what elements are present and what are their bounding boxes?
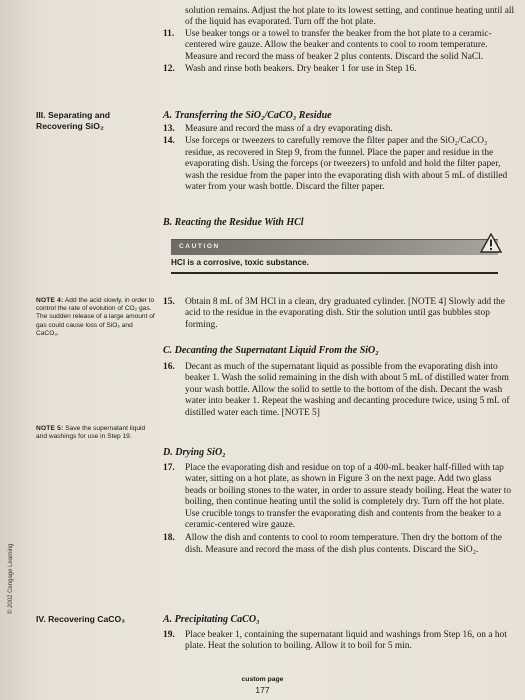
step-number: 17. [163,463,175,473]
caution-divider [171,272,498,274]
step-text: Allow the dish and contents to cool to room temperature. Then dry the bottom of the dish. Measure and record the mass of the dish plus contents. Discard the SiO₂. [185,533,502,555]
step-text: Decant as much of the supernatant liquid as possible from the evaporating dish into beaker 1. Wash the solid remaining in the dish with about 5 mL of distilled water from your wash bottle. Allow the solid to settle to the bottom of the dish. Decant the wash water into beaker 1. Repeat the washing and decanting procedure twice, using 5 mL of distilled water each time. [NOTE 5] [185,362,510,418]
step-12 [163,64,515,75]
subheading-a-precipitating: A. Precipitating CaCO₃ [163,614,260,625]
page-number: 177 [255,685,270,695]
note-text: Save the supernatant liquid and washings for use in Step 19. [36,425,146,441]
section-3-heading-line1: III. Separating and [36,110,111,120]
section-4-heading: IV. Recovering CaCO₃ [36,614,126,624]
step-text: Place the evaporating dish and residue on top of a 400-mL beaker half-filled with tap water, sitting on a hot plate, as shown in Figure 3 on the next page. Add two glass beads or boiling stones to the water, in order to assure steady boiling. Heat the water to boiling, then continue heating until the solid is completely dry. Turn off the hot plate. Use crucible tongs to transfer the evaporating dish and contents from the beaker to a ceramic-centered wire gauze. [185,463,512,531]
step-13 [163,124,515,135]
steps-continued [163,6,515,75]
steps-13-14 [163,124,515,193]
warning-triangle-icon [480,233,502,253]
step-14 [163,136,515,193]
footer-custom-page: custom page [241,676,284,683]
step-16 [163,362,515,419]
step-15-block [163,297,515,331]
step-number: 11. [163,28,175,39]
subheading-d-drying: D. Drying SiO₂ [163,447,226,458]
step-15 [163,297,515,331]
step-number: 12. [163,64,175,75]
step-19 [163,630,515,653]
step-number: 13. [163,124,175,134]
step-number: 19. [163,630,175,640]
section-3-heading-line2: Recovering SiO₂ [36,120,104,131]
step-19-block [163,630,515,653]
step-number: 18. [163,533,175,544]
step-text: Use beaker tongs or a towel to transfer the beaker from the hot plate to a ceramic-centered wire gauze. Allow the beaker and contents to cool to room temperature. Measure and record the mass of beaker 2 plus contents. Discard the solid NaCl. [185,28,492,62]
steps-17-18 [163,463,515,556]
step-11 [163,29,515,63]
step-10-continued: solution remains. Adjust the hot plate to its lowest setting, and continue heating until all of the liquid has evaporated. Turn off the hot plate. [185,6,515,28]
note-text: Add the acid slowly, in order to control the rate of evolution of CO₂ gas. The sudden release of a large amount of gas could cause loss of SiO₂ and CaCO₃. [36,297,155,337]
note-tag: NOTE 5: [36,425,64,432]
step-number: 16. [163,362,175,372]
note-5 [36,425,156,441]
note-tag: NOTE 4: [36,297,64,304]
step-text: Wash and rinse both beakers. Dry beaker 1 for use in Step 16. [185,64,417,75]
caution-bar [171,239,498,255]
subheading-a-transferring: A. Transferring the SiO₂/CaCO₃ Residue [163,110,332,121]
copyright-notice: © 2002 Cengage Learning [8,543,14,614]
step-text: Measure and record the mass of a dry evaporating dish. [185,124,393,134]
step-number: 14. [163,136,175,147]
section-3-heading [36,110,110,131]
step-17 [163,463,515,531]
step-text: Obtain 8 mL of 3M HCl in a clean, dry graduated cylinder. [NOTE 4] Slowly add the acid to the residue in the evaporating dish. Stir the solution until gas bubbles stop forming. [185,297,505,330]
step-text: Place beaker 1, containing the supernatant liquid and washings from Step 16, on a hot plate. Heat the solution to boiling. Allow it to boil for 5 min. [185,630,507,652]
step-number: 15. [163,297,175,307]
caution-text: HCl is a corrosive, toxic substance. [171,258,309,267]
subheading-c-decanting: C. Decanting the Supernatant Liquid From the SiO₂ [163,345,379,356]
caution-label: CAUTION [179,243,220,250]
subheading-b-reacting: B. Reacting the Residue With HCl [163,217,304,228]
step-16-block [163,362,515,419]
step-text: Use forceps or tweezers to carefully remove the filter paper and the SiO₂/CaCO₃ residue, as recovered in Step 9, from the funnel. Place the paper and residue in the evaporating dish. Using the forceps (or tweezers) to unfold and hold the filter paper, wash the residue from the paper into the evaporating dish with about 5 mL of distilled water from your wash bottle. Discard the filter paper. [185,136,508,193]
note-4 [36,297,156,338]
step-18 [163,533,515,556]
